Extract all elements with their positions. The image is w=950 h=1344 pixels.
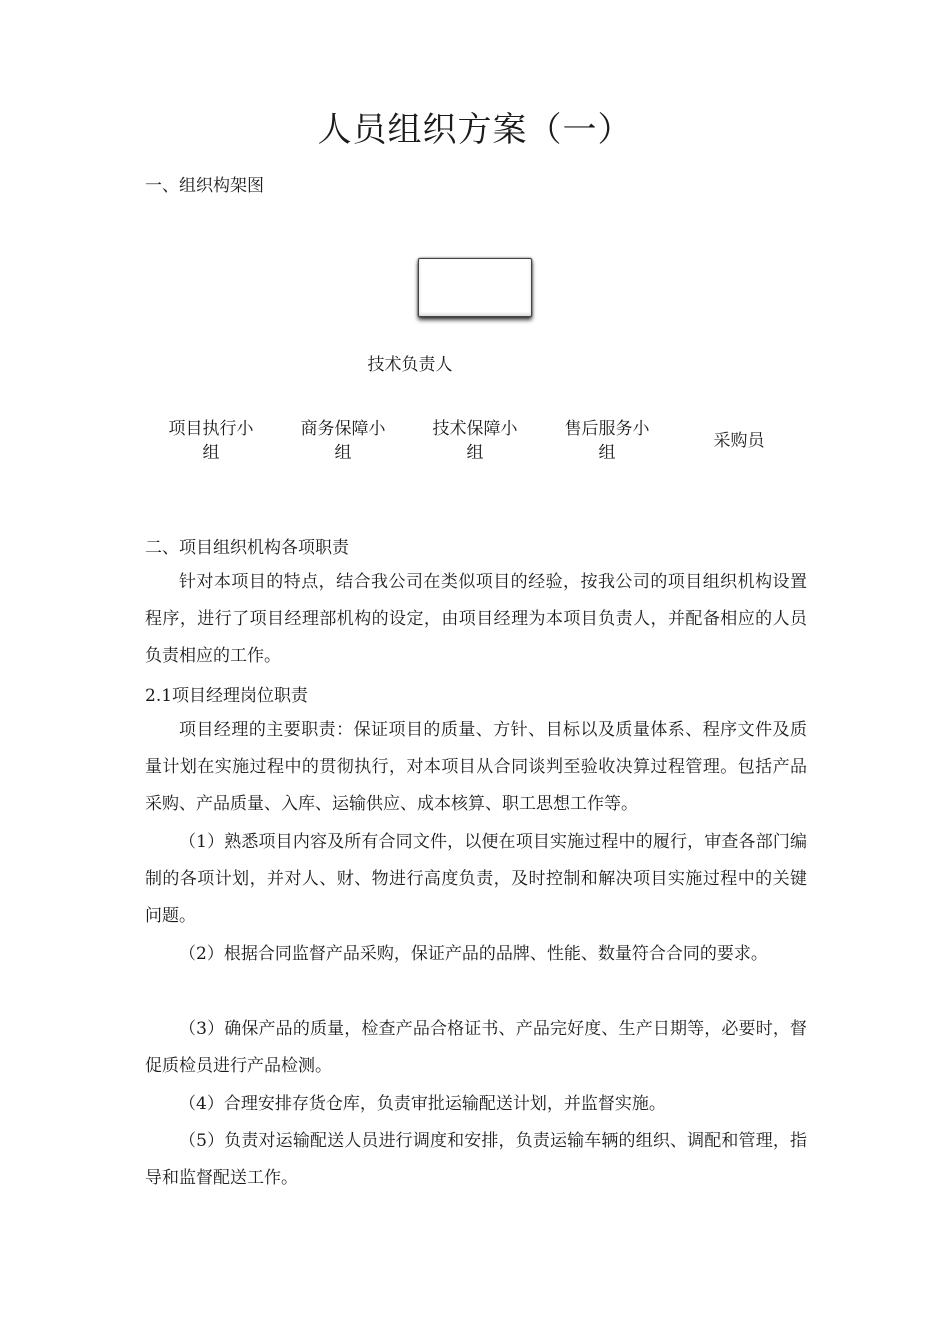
org-chart-group xyxy=(673,416,805,466)
org-chart-groups xyxy=(145,416,805,466)
org-chart-group xyxy=(409,416,541,466)
paragraph-duty-item: （2）根据合同监督产品采购，保证产品的品牌、性能、数量符合合同的要求。 xyxy=(179,944,768,964)
section-heading-responsibilities: 二、项目组织机构各项职责 xyxy=(145,538,349,558)
org-chart-group xyxy=(145,416,277,466)
section-heading-org-chart: 一、组织构架图 xyxy=(145,176,264,196)
paragraph-main-duty: 项目经理的主要职责：保证项目的质量、方针、目标以及质量体系、程序文件及质量计划在实施过程中的贯彻执行，对本项目从合同谈判至验收决算过程管理。包括产品采购、产品质量、入库、运输供应、成本核算、职工思想工作等。 xyxy=(145,720,807,814)
org-chart-group-label: 采购员 xyxy=(713,431,765,451)
paragraph-duty-item: （4）合理安排存货仓库，负责审批运输配送计划，并监督实施。 xyxy=(179,1094,666,1114)
org-chart-tech-lead: 技术负责人 xyxy=(367,355,453,375)
subheading-pm-duties: 2.1项目经理岗位职责 xyxy=(145,686,309,706)
paragraph-duty-item: （3）确保产品的质量，检查产品合格证书、产品完好度、生产日期等，必要时，督促质检员进行产品检测。 xyxy=(145,1019,807,1076)
paragraph-duty-item: （1）熟悉项目内容及所有合同文件，以便在项目实施过程中的履行，审查各部门编制的各项计划，并对人、财、物进行高度负责，及时控制和解决项目实施过程中的关键问题。 xyxy=(145,832,807,926)
paragraph-duty-item: （5）负责对运输配送人员进行调度和安排，负责运输车辆的组织、调配和管理，指导和监督配送工作。 xyxy=(145,1131,807,1188)
org-chart-group-label: 项目执行小组 xyxy=(168,419,254,463)
org-chart-group xyxy=(541,416,673,466)
org-chart-group-label: 技术保障小组 xyxy=(432,419,518,463)
org-chart-group-label: 商务保障小组 xyxy=(300,419,386,463)
document-title: 人员组织方案（一） xyxy=(317,110,633,150)
org-chart-group-label: 售后服务小组 xyxy=(564,419,650,463)
org-chart-top-box xyxy=(418,258,532,317)
org-chart-group xyxy=(277,416,409,466)
paragraph-intro: 针对本项目的特点，结合我公司在类似项目的经验，按我公司的项目组织机构设置程序，进行了项目经理部机构的设定，由项目经理为本项目负责人，并配备相应的人员负责相应的工作。 xyxy=(145,572,807,666)
